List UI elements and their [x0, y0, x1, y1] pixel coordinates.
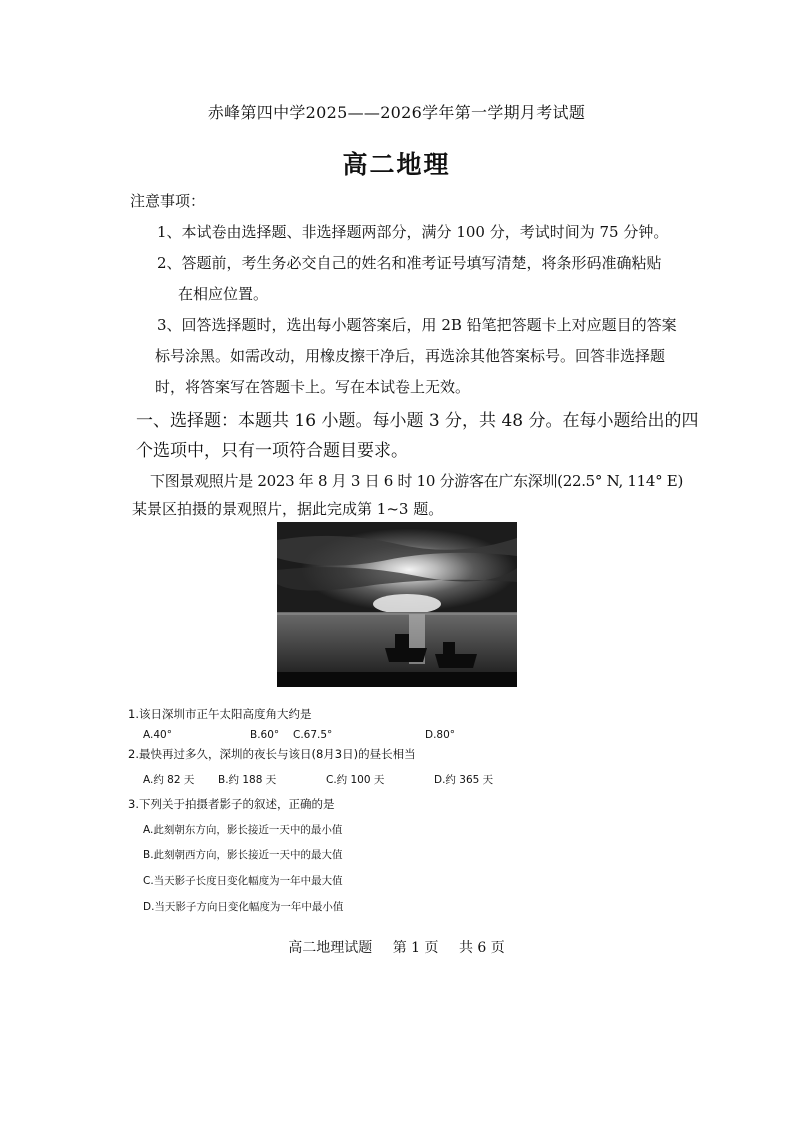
question-option: C.67.5° — [293, 729, 333, 741]
question-option: B.约 188 天 — [218, 774, 277, 786]
question-stem: 3.下列关于拍摄者影子的叙述，正确的是 — [128, 797, 335, 811]
page-footer — [0, 937, 793, 957]
question-option: D.当天影子方向日变化幅度为一年中最小值 — [143, 901, 344, 913]
question-stem: 2.最快再过多久，深圳的夜长与该日(8月3日)的昼长相当 — [128, 747, 416, 761]
footer-total-pages: 共 6 页 — [458, 940, 505, 956]
sunrise-sea-boats-photo — [277, 522, 517, 687]
footer-subject: 高二地理试题 — [288, 940, 373, 956]
photo-image — [277, 522, 517, 687]
footer-page-number: 第 1 页 — [392, 940, 439, 956]
notice-item: 3、回答选择题时，选出每小题答案后，用 2B 铅笔把答题卡上对应题目的答案 — [157, 316, 677, 334]
notice-item: 在相应位置。 — [178, 285, 269, 303]
section-heading-cont: 个选项中，只有一项符合题目要求。 — [136, 441, 408, 461]
question-option: A.40° — [143, 729, 172, 741]
question-option: C.约 100 天 — [326, 774, 385, 786]
question-option: D.约 365 天 — [434, 774, 494, 786]
question-option: A.约 82 天 — [143, 774, 195, 786]
intro-text: 下图景观照片是 2023 年 8 月 3 日 6 时 10 分游客在广东深圳(22.5° N, 114° E) — [150, 472, 683, 490]
notice-item: 2、答题前，考生务必交自己的姓名和准考证号填写清楚，将条形码准确粘贴 — [157, 254, 662, 272]
question-option: C.当天影子长度日变化幅度为一年中最大值 — [143, 875, 343, 887]
intro-text: 某景区拍摄的景观照片，据此完成第 1~3 题。 — [132, 500, 444, 518]
notice-item: 标号涂黑。如需改动，用橡皮擦干净后，再选涂其他答案标号。回答非选择题 — [155, 347, 666, 365]
question-stem: 1.该日深圳市正午太阳高度角大约是 — [128, 707, 312, 721]
section-heading: 一、选择题：本题共 16 小题。每小题 3 分，共 48 分。在每小题给出的四 — [136, 411, 699, 431]
question-option: B.此刻朝西方向，影长接近一天中的最大值 — [143, 849, 343, 861]
notice-heading: 注意事项： — [130, 192, 206, 210]
notice-item: 时，将答案写在答题卡上。写在本试卷上无效。 — [155, 378, 471, 396]
exam-school-title: 赤峰第四中学2025——2026学年第一学期月考试题 — [207, 103, 586, 122]
question-option: B.60° — [250, 729, 280, 741]
exam-subject-title: 高二地理 — [342, 150, 451, 179]
question-option: A.此刻朝东方向，影长接近一天中的最小值 — [143, 824, 343, 836]
notice-item: 1、本试卷由选择题、非选择题两部分，满分 100 分，考试时间为 75 分钟。 — [157, 223, 669, 241]
question-option: D.80° — [425, 729, 456, 741]
